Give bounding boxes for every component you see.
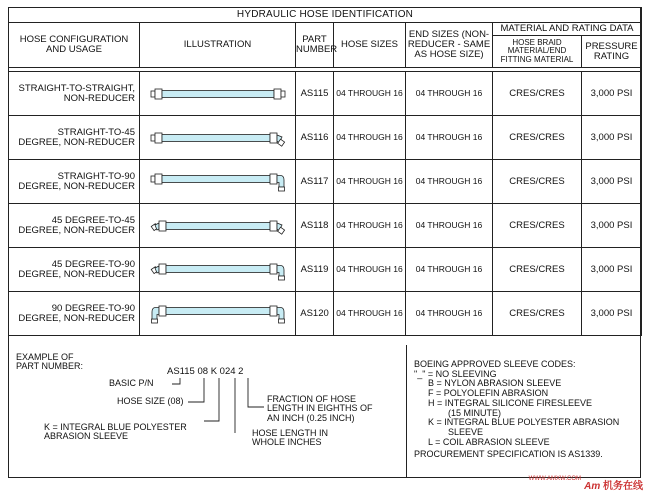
config-cell: STRAIGHT-TO-STRAIGHT, NON-REDUCER [9, 72, 140, 116]
part-number-cell: AS115 [296, 72, 334, 116]
hose-sizes-cell: 04 THROUGH 16 [334, 248, 406, 292]
material-cell: CRES/CRES [493, 160, 582, 204]
sleeve-code-item: "_" = NO SLEEVING [414, 368, 497, 379]
part-number-cell: AS118 [296, 204, 334, 248]
example-heading: EXAMPLE OF PART NUMBER: [16, 352, 84, 372]
end-sizes-cell: 04 THROUGH 16 [406, 248, 493, 292]
illustration-cell [140, 116, 296, 160]
watermark-url: WWW.AMXW.COM [528, 476, 581, 482]
header-pressure: PRESSURE RATING [582, 36, 642, 68]
sleeve-code-item: K = INTEGRAL BLUE POLYESTER ABRASION [428, 417, 620, 428]
hose-size-label: HOSE SIZE (08) [117, 396, 184, 406]
material-cell: CRES/CRES [493, 72, 582, 116]
part-number-cell: AS120 [296, 292, 334, 336]
illustration-cell [140, 204, 296, 248]
sleeve-codes-heading: BOEING APPROVED SLEEVE CODES: [414, 359, 576, 369]
header-config: HOSE CONFIGURATION AND USAGE [9, 23, 140, 68]
straight-45-hose-icon [148, 128, 288, 148]
section-divider [406, 345, 407, 478]
illustration-cell [140, 292, 296, 336]
illustration-cell [140, 160, 296, 204]
table-row [9, 292, 642, 336]
45-45-hose-icon [148, 216, 288, 236]
config-cell: STRAIGHT-TO-45 DEGREE, NON-REDUCER [9, 116, 140, 160]
part-number-cell: AS117 [296, 160, 334, 204]
90-90-hose-icon [148, 302, 288, 326]
header-braid: HOSE BRAID MATERIAL/END FITTING MATERIAL [493, 36, 582, 68]
straight-90-hose-icon [148, 170, 288, 194]
pressure-cell: 3,000 PSI [582, 72, 642, 116]
straight-straight-hose-icon [148, 84, 288, 104]
material-cell: CRES/CRES [493, 116, 582, 160]
hose-sizes-cell: 04 THROUGH 16 [334, 72, 406, 116]
part-number-cell: AS119 [296, 248, 334, 292]
material-cell: CRES/CRES [493, 248, 582, 292]
bottom-section [8, 345, 641, 478]
sleeve-code-item: F = POLYOLEFIN ABRASION [428, 388, 549, 399]
illustration-cell [140, 248, 296, 292]
sleeve-code-item: SLEEVE [448, 427, 484, 438]
hose-identification-table [8, 7, 642, 336]
pressure-cell: 3,000 PSI [582, 204, 642, 248]
end-sizes-cell: 04 THROUGH 16 [406, 116, 493, 160]
header-material-group: MATERIAL AND RATING DATA [493, 23, 642, 36]
sleeve-code-item: L = COIL ABRASION SLEEVE [428, 436, 550, 447]
sleeve-code-item: H = INTEGRAL SILICONE FIRESLEEVE [428, 397, 592, 408]
hose-sizes-cell: 04 THROUGH 16 [334, 204, 406, 248]
example-part-code: AS115 08 K 024 2 [167, 366, 244, 377]
header-part-number: PART NUMBER [296, 23, 334, 68]
pressure-cell: 3,000 PSI [582, 160, 642, 204]
illustration-cell [140, 72, 296, 116]
table-title: HYDRAULIC HOSE IDENTIFICATION [9, 8, 642, 23]
fraction-label: FRACTION OF HOSE LENGTH IN EIGHTHS OF AN INCH (0.25 INCH) [267, 394, 373, 423]
end-sizes-cell: 04 THROUGH 16 [406, 292, 493, 336]
pressure-cell: 3,000 PSI [582, 116, 642, 160]
procurement-spec: PROCUREMENT SPECIFICATION IS AS1339. [414, 449, 603, 460]
watermark-logo: Am 机务在线 [584, 481, 643, 492]
material-cell: CRES/CRES [493, 292, 582, 336]
config-cell: STRAIGHT-TO-90 DEGREE, NON-REDUCER [9, 160, 140, 204]
config-cell: 45 DEGREE-TO-45 DEGREE, NON-REDUCER [9, 204, 140, 248]
header-illustration: ILLUSTRATION [140, 23, 296, 68]
table-row [9, 204, 642, 248]
45-90-hose-icon [148, 258, 288, 282]
pressure-cell: 3,000 PSI [582, 248, 642, 292]
header-end-sizes: END SIZES (NON-REDUCER - SAME AS HOSE SIZE) [406, 23, 493, 68]
length-label: HOSE LENGTH IN WHOLE INCHES [252, 428, 329, 448]
hose-sizes-cell: 04 THROUGH 16 [334, 160, 406, 204]
basic-pn-label: BASIC P/N [109, 378, 154, 388]
hose-sizes-cell: 04 THROUGH 16 [334, 116, 406, 160]
hose-sizes-cell: 04 THROUGH 16 [334, 292, 406, 336]
part-number-cell: AS116 [296, 116, 334, 160]
table-row [9, 116, 642, 160]
header-hose-sizes: HOSE SIZES [334, 23, 406, 68]
end-sizes-cell: 04 THROUGH 16 [406, 160, 493, 204]
table-row [9, 160, 642, 204]
sleeve-code-item: (15 MINUTE) [448, 407, 502, 418]
config-cell: 90 DEGREE-TO-90 DEGREE, NON-REDUCER [9, 292, 140, 336]
pressure-cell: 3,000 PSI [582, 292, 642, 336]
sleeve-codes [414, 360, 619, 460]
end-sizes-cell: 04 THROUGH 16 [406, 72, 493, 116]
sleeve-code-label: K = INTEGRAL BLUE POLYESTER ABRASION SLEEVE [44, 422, 187, 442]
sleeve-code-item: B = NYLON ABRASION SLEEVE [428, 378, 562, 389]
material-cell: CRES/CRES [493, 204, 582, 248]
config-cell: 45 DEGREE-TO-90 DEGREE, NON-REDUCER [9, 248, 140, 292]
table-row [9, 72, 642, 116]
end-sizes-cell: 04 THROUGH 16 [406, 204, 493, 248]
table-row [9, 248, 642, 292]
